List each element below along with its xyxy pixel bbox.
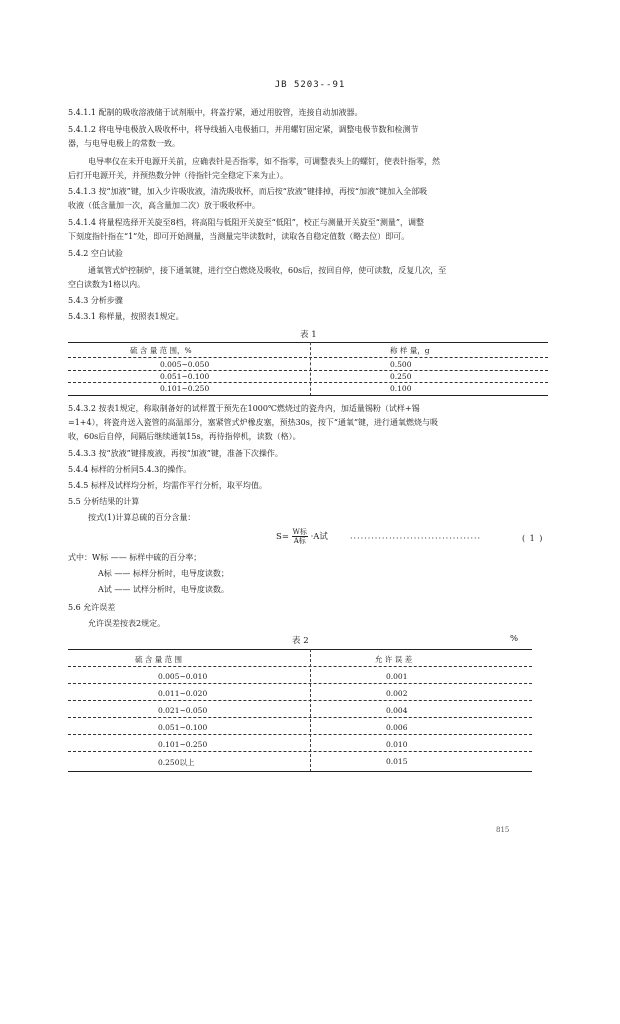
table2-row-rule [68, 683, 532, 684]
table2-top-rule [68, 649, 532, 650]
table1-col2-header: 称 样 量，g [390, 346, 430, 355]
para-5-4-1-4: 5.4.1.4 将量程选择开关旋至8档，将高阻与低阻开关旋至“低阻”，校正与测量开关旋至“测量”，调整 [68, 218, 424, 227]
para-formula-intro: 按式(1)计算总硫的百分含量： [88, 513, 196, 522]
para-5-4-5: 5.4.5 标样及试样均分析，均需作平行分析，取平均值。 [68, 481, 267, 490]
table2-row-rule [68, 751, 532, 752]
para-5-4-3-2-cont1: =1+4），将瓷舟送入瓷管的高温部分，塞紧管式炉橡皮塞，预热30s，按下“通氧”键，进行通氧燃烧与吸 [68, 418, 439, 427]
table1-row1-weight: 0.500 [390, 360, 412, 369]
table1-row1-range: 0.005~0.050 [160, 360, 210, 369]
table1-row3-range: 0.101~0.250 [160, 384, 210, 393]
formula-lhs: S= [276, 532, 289, 542]
para-5-4-3-2-cont2: 收，60s后自停，间隔后继续通氧15s，再待指停机，读数（格）。 [68, 432, 301, 441]
table2-row1-tolerance: 0.001 [386, 672, 408, 681]
table1-column-divider [310, 342, 311, 396]
formula-leader-dots: ····································· [350, 534, 482, 543]
para-5-4-3-2: 5.4.3.2 按表1规定，称取制备好的试样置于预先在1000℃燃烧过的瓷舟内，加适量锡粉（试样+锡 [68, 404, 420, 413]
heading-5-4-3: 5.4.3 分析步骤 [68, 296, 123, 305]
para-5-4-1-4-cont: 下刻度指针指在“1”处，即可开始测量，当测量完毕读数时，读取各自稳定值数（略去位）即可。 [68, 232, 410, 241]
para-5-4-3-3: 5.4.3.3 按“放液”键排废液，再按“加液”键，准备下次操作。 [68, 449, 283, 458]
table2-column-divider [310, 649, 311, 772]
table1-header-rule [68, 357, 548, 358]
table2-row5-tolerance: 0.010 [386, 740, 408, 749]
formula-sulfur [276, 528, 328, 545]
table1-row-rule [68, 370, 548, 371]
para-blank-test-cont: 空白读数为1格以内。 [68, 280, 146, 289]
formula-denominator: A标 [293, 537, 306, 545]
table2-row6-tolerance: 0.015 [386, 757, 408, 766]
table2-col1-header: 硫 含 量 范 围 [135, 655, 183, 664]
table2-row3-tolerance: 0.004 [386, 706, 408, 715]
table2-row4-range: 0.051~0.100 [158, 723, 208, 732]
formula-legend-a-std: A标 —— 标样分析时，电导度读数； [98, 569, 229, 578]
table2-row1-range: 0.005~0.010 [158, 672, 208, 681]
para-5-4-4: 5.4.4 标样的分析同5.4.3的操作。 [68, 465, 192, 474]
table2-caption: 表 2 [292, 636, 309, 646]
table1-col1-header: 硫 含 量 范 围，% [130, 346, 192, 355]
table2-row2-range: 0.011~0.020 [158, 689, 208, 698]
page-number: 815 [496, 826, 510, 834]
table2-row2-tolerance: 0.002 [386, 689, 408, 698]
table2-header-rule [68, 666, 532, 667]
formula-legend-w: 式中：W标 —— 标样中硫的百分率； [68, 553, 202, 562]
standard-code-header: JB 5203--91 [274, 80, 346, 90]
formula-tail: ·A试 [310, 532, 328, 542]
table2-row3-range: 0.021~0.050 [158, 706, 208, 715]
table2-col2-header: 允 许 误 差 [375, 655, 413, 664]
formula-equation-number: ( 1 ) [522, 534, 544, 543]
table1-row2-weight: 0.250 [390, 372, 412, 381]
table2-row-rule [68, 717, 532, 718]
formula-numerator: W标 [292, 528, 307, 536]
para-5-4-3-1: 5.4.3.1 称样量，按照表1规定。 [68, 312, 184, 321]
heading-5-6: 5.6 允许误差 [68, 603, 116, 612]
formula-legend-a-sample: A试 —— 试样分析时，电导度读数。 [98, 585, 229, 594]
formula-fraction [292, 528, 308, 545]
table1-top-rule [68, 342, 548, 343]
para-5-4-1-3-cont: 收液（低含量加一次，高含量加二次）放于吸收杯中。 [68, 201, 260, 210]
table1-caption: 表 1 [300, 330, 317, 340]
para-5-4-1-3: 5.4.1.3 按“加液”键，加入少许吸收液，清洗吸收杯，而后按“放液”键排掉，再按“加液”键加入全部吸 [68, 187, 428, 196]
table2-row6-range: 0.250以上 [158, 758, 195, 767]
para-meter-check-cont: 后打开电源开关，并预热数分钟（待指针完全稳定下来为止）。 [68, 171, 288, 180]
para-blank-test: 通氧管式炉控制炉，接下通氧键，进行空白燃烧及吸收，60s后，按回自停，使可读数，反复几次，至 [88, 266, 447, 275]
heading-5-4-2: 5.4.2 空白试验 [68, 249, 123, 258]
table2-row-rule [68, 734, 532, 735]
table1-row2-range: 0.051~0.100 [160, 372, 210, 381]
para-5-4-1-2-cont: 器，与电导电极上的常数一致。 [68, 139, 180, 148]
table1-row3-weight: 0.100 [390, 384, 412, 393]
table2-unit: % [510, 634, 519, 644]
table2-row-rule [68, 700, 532, 701]
para-5-4-1-2: 5.4.1.2 将电导电极放入吸收杯中，将导线插入电极插口，并用螺钉固定紧，调整电极节数和检测节 [68, 125, 419, 134]
heading-5-5: 5.5 分析结果的计算 [68, 497, 140, 506]
table2-row4-tolerance: 0.006 [386, 723, 408, 732]
table1-row-rule [68, 382, 548, 383]
table2-bottom-rule [68, 771, 532, 772]
table2-row5-range: 0.101~0.250 [158, 740, 208, 749]
table1-bottom-rule [68, 395, 548, 396]
para-meter-check: 电导率仪在未开电源开关前，应确表针是否指零，如不指零，可调整表头上的螺钉，使表针指零，然 [88, 157, 440, 166]
para-5-4-1-1: 5.4.1.1 配制的吸收溶液储于试剂瓶中，将盖拧紧，通过用胶管，连接自动加液器。 [68, 108, 363, 117]
para-tolerance-intro: 允许误差按表2规定。 [88, 619, 166, 628]
